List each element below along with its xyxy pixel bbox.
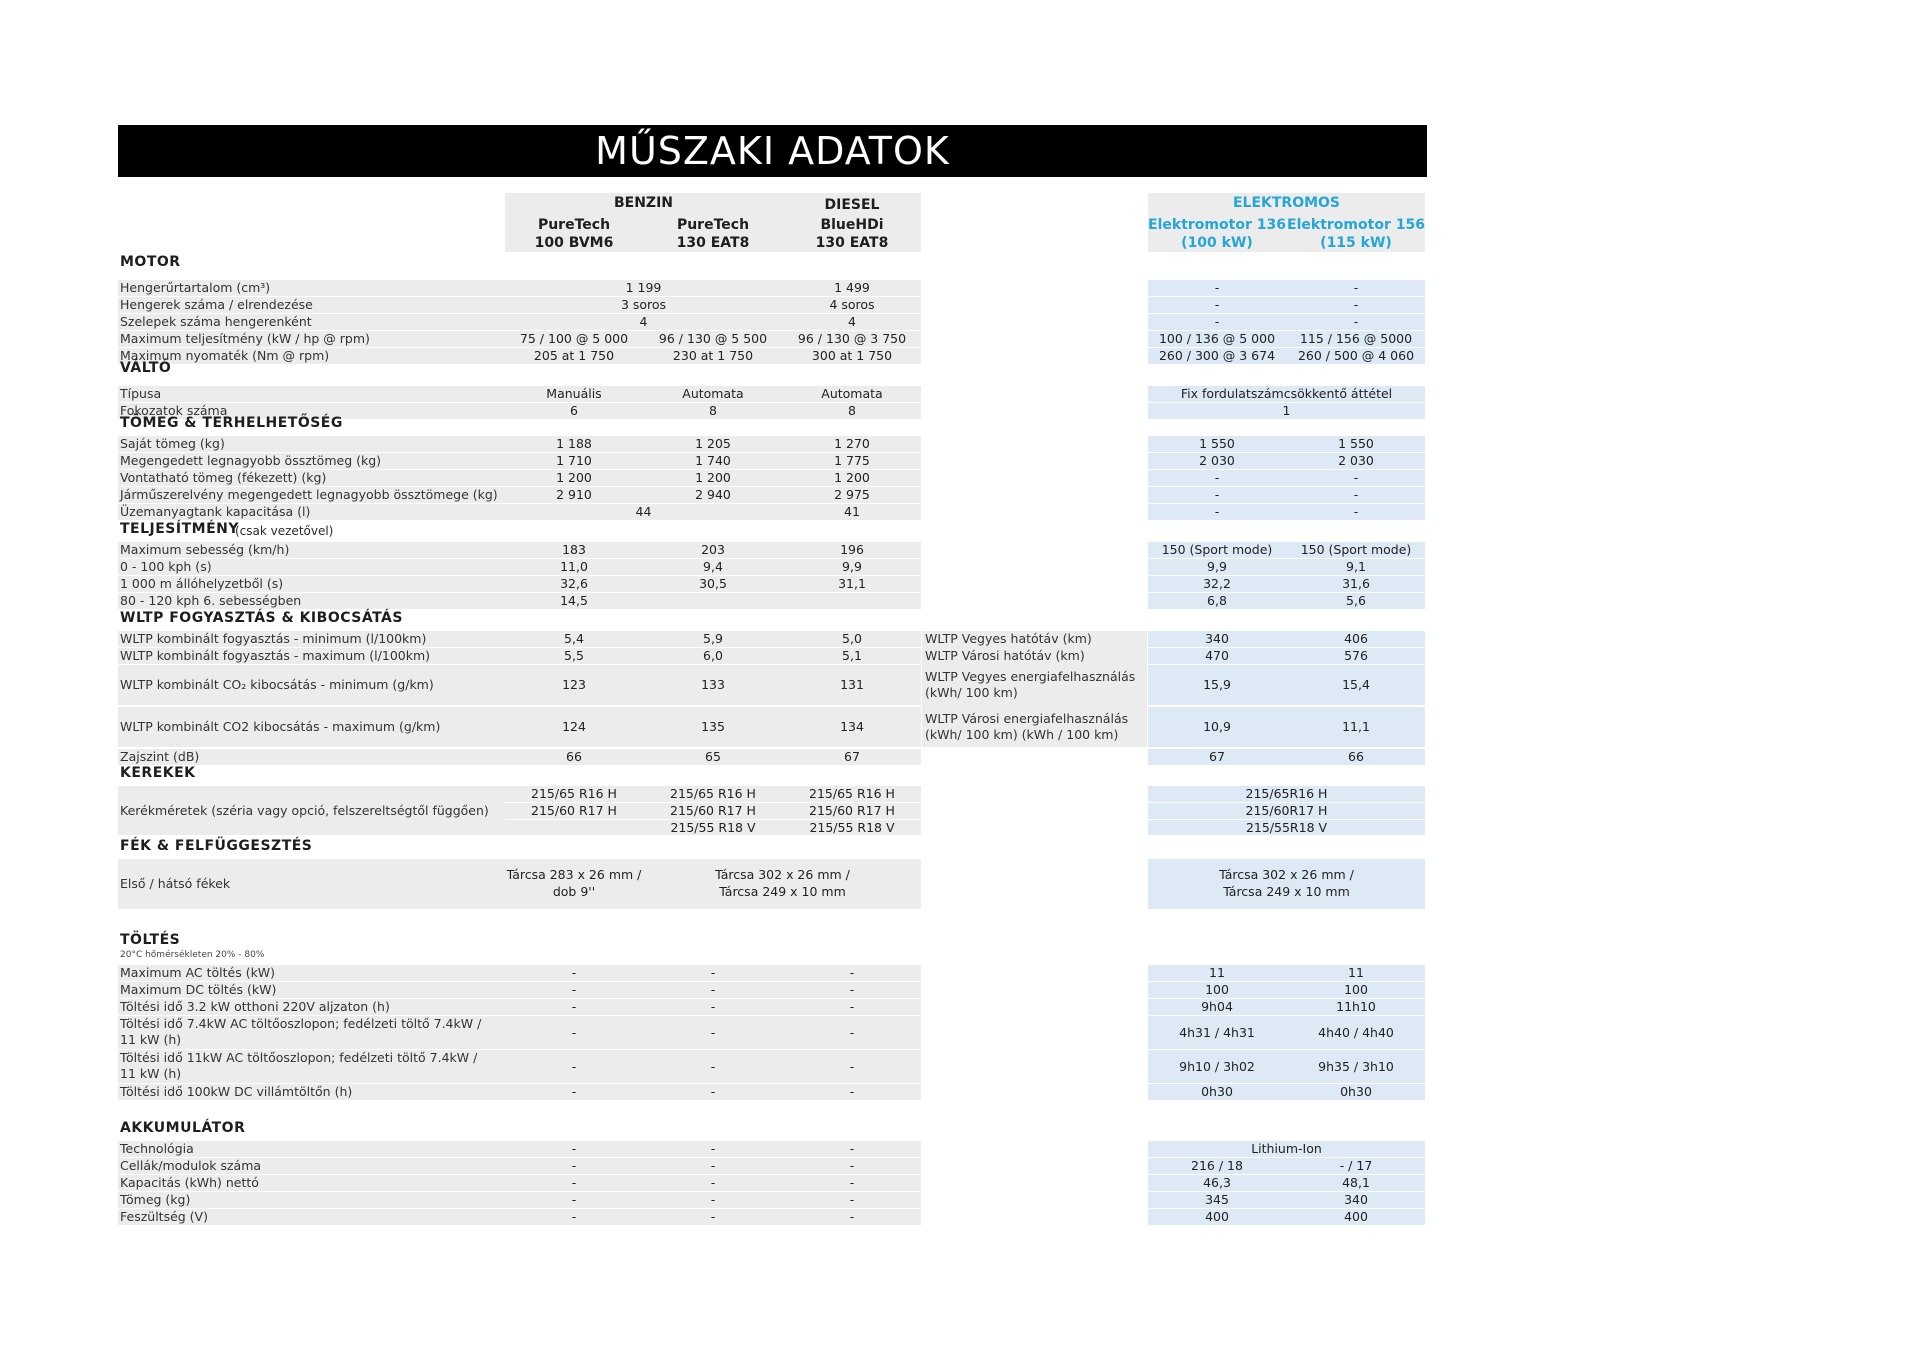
- tomeg-row-label: Saját tömeg (kg): [118, 436, 505, 452]
- benzin-merged-value: 3 soros: [620, 297, 667, 312]
- section-wltp: WLTP FOGYASZTÁS & KIBOCSÁTÁS: [120, 610, 403, 626]
- weight-value: 2 940: [695, 487, 731, 502]
- charging-electric-value: 9h10 / 3h02: [1179, 1059, 1255, 1074]
- weight-value: 1 775: [834, 453, 870, 468]
- wltp-value: 406: [1344, 631, 1368, 646]
- akku-row-label: Cellák/modulok száma: [118, 1158, 505, 1174]
- tomeg-row-label: Üzemanyagtank kapacitása (l): [118, 504, 505, 520]
- gear-count-value: 6: [570, 403, 578, 418]
- charging-dash: -: [710, 1059, 716, 1074]
- power-value: 115 / 156 @ 5000: [1299, 331, 1413, 346]
- torque-value: 300 at 1 750: [811, 348, 893, 363]
- weight-value: 2 030: [1199, 453, 1235, 468]
- electric-value: -: [1214, 280, 1220, 295]
- wltp-row-label: WLTP kombinált CO2 kibocsátás - maximum (g/km): [118, 707, 505, 747]
- brakes-label: Első / hátsó fékek: [118, 859, 505, 909]
- motor-row-label: Hengerek száma / elrendezése: [118, 297, 505, 313]
- performance-value: 150 (Sport mode): [1161, 542, 1273, 557]
- wltp-value: 5,9: [703, 631, 723, 646]
- wheel-size-value: 215/60 R17 H: [809, 803, 895, 818]
- battery-dash: -: [710, 1141, 716, 1156]
- wltp-value: 576: [1344, 648, 1368, 663]
- brakes-electric: Tárcsa 302 x 26 mm / Tárcsa 249 x 10 mm: [1219, 867, 1354, 899]
- wltp-value: 67: [844, 749, 860, 764]
- performance-value: 203: [701, 542, 725, 557]
- wheel-size-value: 215/65 R16 H: [670, 786, 756, 801]
- benzin-merged-value: 1 199: [625, 280, 662, 295]
- performance-value: 31,1: [838, 576, 866, 591]
- battery-dash: -: [849, 1158, 855, 1173]
- weight-value: 2 910: [556, 487, 592, 502]
- valto-row-label: Típusa: [118, 386, 505, 402]
- tomeg-row-label: Megengedett legnagyobb össztömeg (kg): [118, 453, 505, 469]
- header-diesel: DIESEL: [824, 197, 880, 213]
- torque-value: 260 / 500 @ 4 060: [1297, 348, 1415, 363]
- wltp-value: 134: [840, 719, 864, 734]
- torque-value: 205 at 1 750: [533, 348, 615, 363]
- charging-dash: -: [710, 1084, 716, 1099]
- akku-row-label: Kapacitás (kWh) nettó: [118, 1175, 505, 1191]
- battery-electric-value: 48,1: [1342, 1175, 1370, 1190]
- diesel-merged-value: 4 soros: [829, 297, 875, 312]
- wltp-value: 470: [1205, 648, 1229, 663]
- charging-dash: -: [849, 1025, 855, 1040]
- weight-value: -: [1214, 487, 1220, 502]
- torque-value: 260 / 300 @ 3 674: [1158, 348, 1276, 363]
- battery-dash: -: [571, 1158, 577, 1173]
- electric-wheel-size: 215/65R16 H: [1245, 786, 1328, 801]
- battery-electric-value: 46,3: [1203, 1175, 1231, 1190]
- weight-value: 1 550: [1338, 436, 1374, 451]
- wltp-value: 5,0: [842, 631, 862, 646]
- battery-dash: -: [710, 1158, 716, 1173]
- wltp-value: 5,1: [842, 648, 862, 663]
- wltp-value: 124: [562, 719, 586, 734]
- battery-dash: -: [571, 1141, 577, 1156]
- performance-value: 9,9: [1207, 559, 1227, 574]
- battery-dash: -: [710, 1192, 716, 1207]
- akku-row-label: Feszültség (V): [118, 1209, 505, 1225]
- wltp-value: 66: [1348, 749, 1364, 764]
- performance-value: 9,9: [842, 559, 862, 574]
- charging-electric-value: 9h04: [1201, 999, 1233, 1014]
- teljesitmeny-row-label: 1 000 m állóhelyzetből (s): [118, 576, 505, 592]
- wltp-value: 131: [840, 677, 864, 692]
- electric-value: -: [1353, 314, 1359, 329]
- battery-electric-value: 400: [1205, 1209, 1229, 1224]
- weight-value: -: [1214, 470, 1220, 485]
- brakes-col1: Tárcsa 283 x 26 mm / dob 9'': [506, 867, 642, 899]
- charging-dash: -: [849, 982, 855, 997]
- wltp-value: 66: [566, 749, 582, 764]
- performance-value: 150 (Sport mode): [1300, 542, 1412, 557]
- toltes-row-label: Töltési idő 3.2 kW otthoni 220V aljzaton (h): [118, 999, 505, 1015]
- battery-dash: -: [849, 1141, 855, 1156]
- gearbox-type-value: Manuális: [546, 386, 602, 401]
- wltp-electric-label: WLTP Városi energiafelhasználás (kWh/ 100 km) (kWh / 100 km): [925, 711, 1129, 742]
- wltp-electric-label: WLTP Városi hatótáv (km): [925, 648, 1085, 663]
- tank-electric-value: -: [1353, 504, 1359, 519]
- weight-value: -: [1353, 470, 1359, 485]
- charging-dash: -: [849, 1084, 855, 1099]
- electric-value: -: [1353, 297, 1359, 312]
- charging-dash: -: [849, 1059, 855, 1074]
- battery-electric-value: 400: [1344, 1209, 1368, 1224]
- battery-electric-value: 345: [1205, 1192, 1229, 1207]
- wltp-value: 67: [1209, 749, 1225, 764]
- charging-dash: -: [710, 982, 716, 997]
- charging-dash: -: [571, 1084, 577, 1099]
- gearbox-type-value: Automata: [821, 386, 883, 401]
- charging-electric-value: 0h30: [1340, 1084, 1372, 1099]
- header-benzin: BENZIN: [613, 195, 674, 211]
- battery-dash: -: [849, 1209, 855, 1224]
- gearbox-type-value: Automata: [682, 386, 744, 401]
- section-motor: MOTOR: [120, 254, 181, 270]
- electric-gearbox-type: Fix fordulatszámcsökkentő áttétel: [1180, 386, 1393, 401]
- performance-value: 196: [840, 542, 864, 557]
- performance-value: 5,6: [1346, 593, 1366, 608]
- battery-dash: -: [710, 1175, 716, 1190]
- wltp-value: 133: [701, 677, 725, 692]
- teljesitmeny-note: (csak vezetővel): [235, 524, 334, 538]
- wltp-value: 15,4: [1342, 677, 1370, 692]
- wltp-row-label: WLTP kombinált CO₂ kibocsátás - minimum (g/km): [118, 665, 505, 705]
- performance-value: 14,5: [560, 593, 588, 608]
- wheel-size-value: 215/60 R17 H: [670, 803, 756, 818]
- battery-dash: -: [710, 1209, 716, 1224]
- performance-value: [783, 593, 921, 609]
- wheel-size-value: 215/65 R16 H: [809, 786, 895, 801]
- charging-electric-value: 4h31 / 4h31: [1179, 1025, 1255, 1040]
- wltp-value: 15,9: [1203, 677, 1231, 692]
- motor-row-label: Hengerűrtartalom (cm³): [118, 280, 505, 296]
- wltp-value: 340: [1205, 631, 1229, 646]
- weight-value: 1 710: [556, 453, 592, 468]
- electric-wheel-size: 215/55R18 V: [1245, 820, 1328, 835]
- tomeg-row-label: Járműszerelvény megengedett legnagyobb össztömege (kg): [118, 487, 505, 503]
- section-akkumulator: AKKUMULÁTOR: [120, 1120, 246, 1136]
- section-tomeg: TÖMEG & TERHELHETŐSÉG: [120, 415, 343, 431]
- wltp-row-label: WLTP kombinált fogyasztás - minimum (l/100km): [118, 631, 505, 647]
- wltp-value: 5,4: [564, 631, 584, 646]
- motor-row-label: Maximum teljesítmény (kW / hp @ rpm): [118, 331, 505, 347]
- battery-technology: Lithium-Ion: [1251, 1141, 1322, 1156]
- charging-dash: -: [571, 999, 577, 1014]
- charging-electric-value: 11: [1209, 965, 1225, 980]
- brakes-col23: Tárcsa 302 x 26 mm / Tárcsa 249 x 10 mm: [715, 867, 850, 899]
- charging-dash: -: [710, 999, 716, 1014]
- weight-value: 1 200: [695, 470, 731, 485]
- tomeg-row-label: Vontatható tömeg (fékezett) (kg): [118, 470, 505, 486]
- toltes-note: 20°C hőmérsékleten 20% - 80%: [120, 950, 265, 960]
- toltes-row-label: Töltési idő 7.4kW AC töltőoszlopon; fedélzeti töltő 7.4kW / 11 kW (h): [118, 1016, 505, 1049]
- battery-electric-value: - / 17: [1339, 1158, 1373, 1173]
- charging-dash: -: [571, 1059, 577, 1074]
- gear-count-value: 8: [848, 403, 856, 418]
- wltp-row-label: Zajszint (dB): [118, 749, 505, 765]
- column-header-col1: PureTech 100 BVM6: [534, 217, 614, 251]
- weight-value: 1 200: [556, 470, 592, 485]
- power-value: 96 / 130 @ 5 500: [658, 331, 768, 346]
- performance-value: 30,5: [699, 576, 727, 591]
- battery-electric-value: 340: [1344, 1192, 1368, 1207]
- diesel-merged-value: 4: [848, 314, 856, 329]
- weight-value: 1 205: [695, 436, 731, 451]
- electric-value: -: [1214, 314, 1220, 329]
- wltp-value: 10,9: [1203, 719, 1231, 734]
- weight-value: 1 188: [556, 436, 592, 451]
- power-value: 100 / 136 @ 5 000: [1158, 331, 1276, 346]
- toltes-row-label: Maximum AC töltés (kW): [118, 965, 505, 981]
- performance-value: 9,4: [703, 559, 723, 574]
- charging-dash: -: [710, 1025, 716, 1040]
- wheel-size-value: 215/55 R18 V: [670, 820, 756, 835]
- toltes-row-label: Maximum DC töltés (kW): [118, 982, 505, 998]
- charging-electric-value: 11: [1348, 965, 1364, 980]
- charging-electric-value: 9h35 / 3h10: [1318, 1059, 1394, 1074]
- page-title: MŰSZAKI ADATOK: [118, 125, 1427, 177]
- column-header-col5: Elektromotor 156 (115 kW): [1287, 217, 1425, 251]
- power-value: 96 / 130 @ 3 750: [797, 331, 907, 346]
- column-header-col2: PureTech 130 EAT8: [676, 217, 750, 251]
- wheel-size-value: 215/65 R16 H: [531, 786, 617, 801]
- section-kerekek: KEREKEK: [120, 765, 196, 781]
- wltp-row-label: WLTP kombinált fogyasztás - maximum (l/100km): [118, 648, 505, 664]
- toltes-row-label: Töltési idő 100kW DC villámtöltőn (h): [118, 1084, 505, 1100]
- torque-value: 230 at 1 750: [672, 348, 754, 363]
- battery-dash: -: [571, 1175, 577, 1190]
- charging-dash: -: [710, 965, 716, 980]
- wltp-value: 135: [701, 719, 725, 734]
- charging-electric-value: 0h30: [1201, 1084, 1233, 1099]
- section-teljesitmeny: TELJESÍTMÉNY: [120, 521, 239, 537]
- battery-dash: -: [571, 1209, 577, 1224]
- weight-value: 1 740: [695, 453, 731, 468]
- wheel-size-label: Kerékméretek (széria vagy opció, felszereltségtől függően): [118, 786, 505, 835]
- header-elektromos: ELEKTROMOS: [1232, 195, 1341, 211]
- charging-electric-value: 4h40 / 4h40: [1318, 1025, 1394, 1040]
- diesel-merged-value: 1 499: [834, 280, 870, 295]
- performance-value: 32,6: [560, 576, 588, 591]
- battery-dash: -: [849, 1175, 855, 1190]
- section-toltes: TÖLTÉS: [120, 932, 181, 948]
- performance-value: 11,0: [560, 559, 588, 574]
- wltp-value: 123: [562, 677, 586, 692]
- tank-diesel-value: 41: [844, 504, 860, 519]
- motor-row-label: Maximum nyomaték (Nm @ rpm): [118, 348, 505, 364]
- performance-value: 183: [562, 542, 586, 557]
- charging-electric-value: 100: [1344, 982, 1368, 997]
- akku-row-label: Technológia: [118, 1141, 505, 1157]
- charging-dash: -: [571, 965, 577, 980]
- electric-wheel-size: 215/60R17 H: [1245, 803, 1328, 818]
- charging-dash: -: [571, 1025, 577, 1040]
- charging-electric-value: 100: [1205, 982, 1229, 997]
- column-header-col4: Elektromotor 136 (100 kW): [1148, 217, 1286, 251]
- weight-value: 1 200: [834, 470, 870, 485]
- akku-row-label: Tömeg (kg): [118, 1192, 505, 1208]
- electric-value: -: [1353, 280, 1359, 295]
- power-value: 75 / 100 @ 5 000: [519, 331, 629, 346]
- battery-electric-value: 216 / 18: [1191, 1158, 1243, 1173]
- weight-value: 2 975: [834, 487, 870, 502]
- toltes-row-label: Töltési idő 11kW AC töltőoszlopon; fedélzeti töltő 7.4kW / 11 kW (h): [118, 1050, 505, 1083]
- wltp-value: 6,0: [703, 648, 723, 663]
- performance-value: 6,8: [1207, 593, 1227, 608]
- teljesitmeny-row-label: 0 - 100 kph (s): [118, 559, 505, 575]
- weight-value: 1 270: [834, 436, 870, 451]
- performance-value: 31,6: [1342, 576, 1370, 591]
- performance-value: 32,2: [1203, 576, 1231, 591]
- weight-value: 1 550: [1199, 436, 1235, 451]
- performance-value: [644, 593, 782, 609]
- valto-row-label: Fokozatok száma: [118, 403, 505, 419]
- column-header-col3: BlueHDi 130 EAT8: [815, 217, 889, 251]
- teljesitmeny-row-label: 80 - 120 kph 6. sebességben: [118, 593, 505, 609]
- wltp-value: 11,1: [1342, 719, 1370, 734]
- benzin-merged-value: 4: [639, 314, 648, 329]
- wltp-electric-label: WLTP Vegyes hatótáv (km): [925, 631, 1092, 646]
- electric-gear-count: 1: [1282, 403, 1291, 418]
- tank-electric-value: -: [1214, 504, 1220, 519]
- gear-count-value: 8: [709, 403, 717, 418]
- battery-dash: -: [849, 1192, 855, 1207]
- teljesitmeny-row-label: Maximum sebesség (km/h): [118, 542, 505, 558]
- performance-value: 9,1: [1346, 559, 1366, 574]
- wheel-size-value: 215/55 R18 V: [809, 820, 895, 835]
- wltp-value: 65: [705, 749, 721, 764]
- wltp-electric-label: WLTP Vegyes energiafelhasználás (kWh/ 100 km): [925, 669, 1136, 700]
- weight-value: -: [1353, 487, 1359, 502]
- charging-dash: -: [849, 999, 855, 1014]
- tank-benzin-value: 44: [635, 504, 652, 519]
- battery-dash: -: [571, 1192, 577, 1207]
- motor-row-label: Szelepek száma hengerenként: [118, 314, 505, 330]
- weight-value: 2 030: [1338, 453, 1374, 468]
- wheel-size-value: 215/60 R17 H: [531, 803, 617, 818]
- charging-electric-value: 11h10: [1336, 999, 1376, 1014]
- section-fek: FÉK & FELFÜGGESZTÉS: [120, 838, 313, 854]
- section-valto: VÁLTÓ: [120, 360, 172, 376]
- electric-value: -: [1214, 297, 1220, 312]
- wltp-value: 5,5: [564, 648, 584, 663]
- charging-dash: -: [571, 982, 577, 997]
- charging-dash: -: [849, 965, 855, 980]
